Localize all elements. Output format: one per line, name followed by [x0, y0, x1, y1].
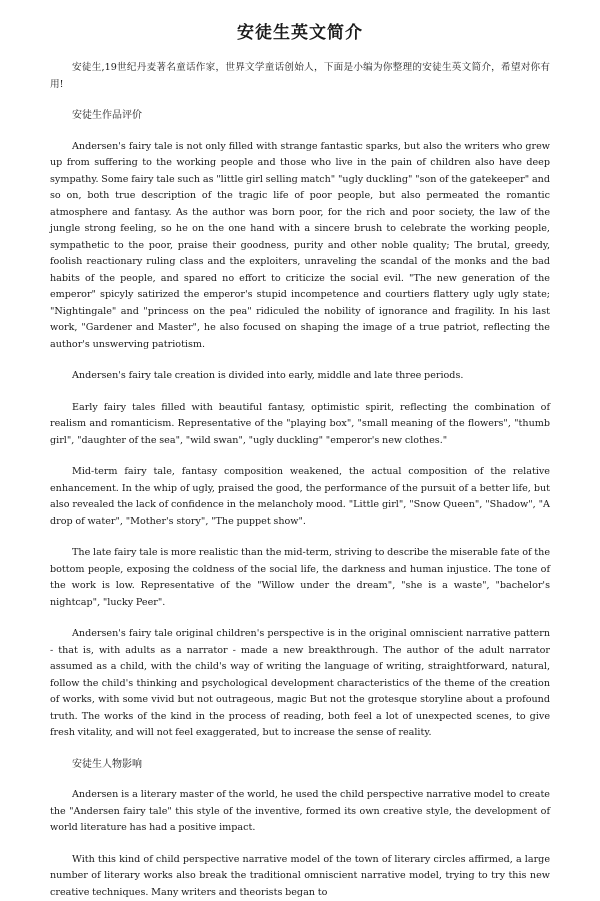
body-paragraph: Early fairy tales filled with beautiful fantasy, optimistic spirit, reflecting the combination of realism and romanticism. Representative of the "playing box", "small meaning of the flowers", "thumb girl", "daughter of the sea", "wild swan", "ugly duckling" "emperor's new clothes."	[50, 400, 550, 450]
body-paragraph: Andersen's fairy tale creation is divided into early, middle and late three periods.	[50, 368, 550, 385]
body-paragraph: Andersen is a literary master of the world, he used the child perspective narrative model to create the "Andersen fairy tale" this style of the inventive, formed its own creative style, the development of world literature has had a positive impact.	[50, 787, 550, 837]
body-paragraph: The late fairy tale is more realistic than the mid-term, striving to describe the miserable fate of the bottom people, exposing the coldness of the social life, the darkness and human injustice. The tone of the work is low. Representative of the "Willow under the dream", "she is a waste", "bachelor's nightcap", "lucky Peer".	[50, 545, 550, 611]
body-paragraph: Andersen's fairy tale original children's perspective is in the original omniscient narrative pattern - that is, with adults as a narrator - made a new breakthrough. The author of the adult narrator assumed as a child, with the child's way of writing the language of writing, straightforward, natural, follow the child's thinking and psychological development characteristics of the theme of the creation of works, with some vivid but not outrageous, magic But not the grotesque storyline about a profound truth. The works of the kind in the process of reading, both feel a lot of unexpected scenes, to give fresh vitality, and will not feel exaggerated, but to increase the sense of reality.	[50, 626, 550, 742]
section-heading-influence: 安徒生人物影响	[50, 757, 550, 774]
section-heading-works: 安徒生作品评价	[50, 108, 550, 125]
document-title: 安徒生英文简介	[50, 22, 550, 44]
intro-paragraph: 安徒生,19世纪丹麦著名童话作家，世界文学童话创始人，下面是小编为你整理的安徒生英文简介，希望对你有用!	[50, 60, 550, 93]
body-paragraph: Andersen's fairy tale is not only filled with strange fantastic sparks, but also the writers who grew up from suffering to the working people and those who live in the pain of children also have deep sympathy. Some fairy tale such as "little girl selling match" "ugly duckling" "son of the gatekeeper" and so on, both true description of the tragic life of poor people, but also permeated the romantic atmosphere and fantasy. As the author was born poor, for the rich and poor society, the law of the jungle strong feeling, so he on the one hand with a sincere brush to celebrate the working people, sympathetic to the poor, praise their goodness, purity and other noble quality; The brutal, greedy, foolish reactionary ruling class and the exploiters, unraveling the scandal of the monks and the bad habits of the people, and spared no effort to criticize the social evil. "The new generation of the emperor" spicyly satirized the emperor's stupid incompetence and courtiers flattery ugly ugly state; "Nightingale" and "princess on the pea" ridiculed the nobility of ignorance and fragility. In his last work, "Gardener and Master", he also focused on shaping the image of a true patriot, reflecting the author's unswerving patriotism.	[50, 139, 550, 354]
body-paragraph: Mid-term fairy tale, fantasy composition weakened, the actual composition of the relative enhancement. In the whip of ugly, praised the good, the performance of the pursuit of a better life, but also revealed the lack of confidence in the melancholy mood. "Little girl", "Snow Queen", "Shadow", "A drop of water", "Mother's story", "The puppet show".	[50, 464, 550, 530]
body-paragraph: With this kind of child perspective narrative model of the town of literary circles affirmed, a large number of literary works also break the traditional omniscient narrative model, trying to try this new creative techniques. Many writers and theorists began to	[50, 852, 550, 901]
